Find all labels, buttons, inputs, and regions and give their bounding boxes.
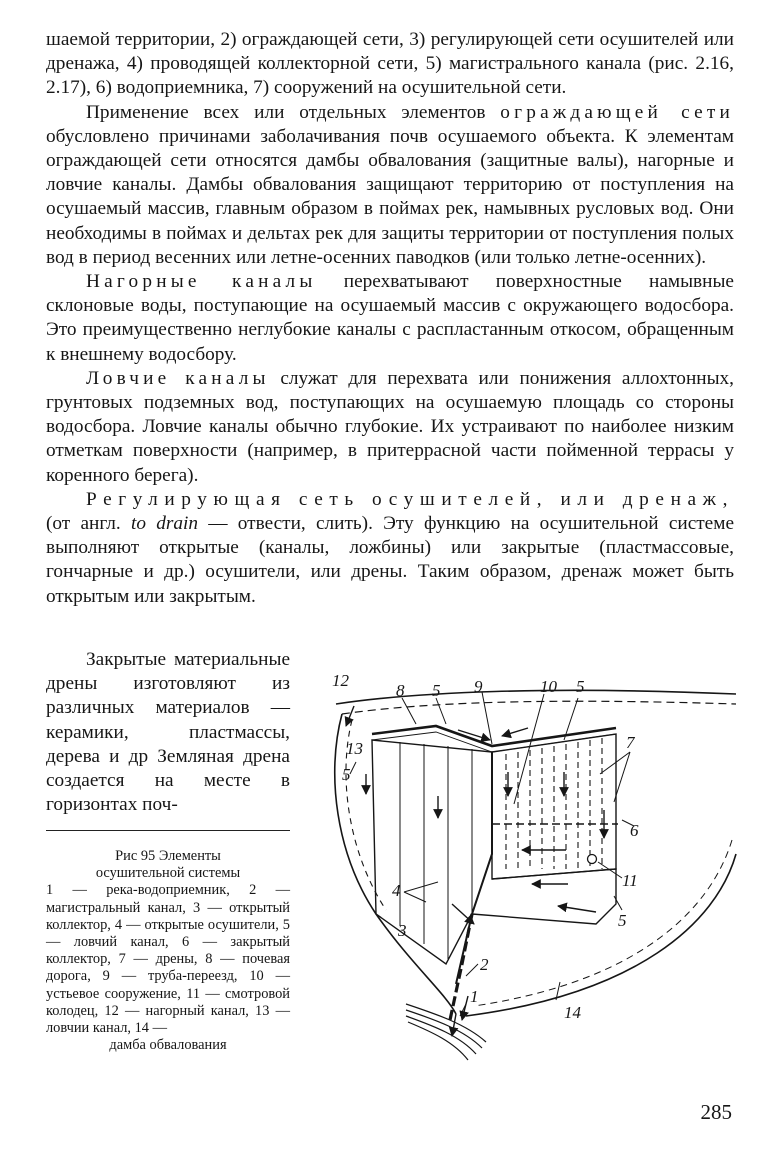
- label-4: 4: [392, 881, 401, 900]
- label-1: 1: [470, 987, 479, 1006]
- body-text: [46, 28, 734, 609]
- label-8: 8: [396, 681, 405, 700]
- p3-spaced-term: Нагорные каналы: [86, 271, 317, 293]
- paragraph-2: [46, 101, 734, 270]
- main-channel: [450, 914, 472, 1020]
- caption-legend: 1 — река-водоприемник, 2 — магистральный канал, 3 — открытый коллектор, 4 — открытые осушители, 5 — ловчий канал, 6 — закрытый коллектор, 7 — дрены, 8 — почевая дорога, 9 — труба-переезд, 10 — устьевое сооружение, 11 — смотровой колодец, 12 — нагорный канал, 13 — ловчии канал, 14 —: [46, 882, 290, 1037]
- paragraph-6: Закрытые материальные дрены изготовляют из различных материалов — керамики, пластмассы, дерева и др Земляная дрена создается на месте в горизонтах поч-: [46, 649, 290, 816]
- open-drains-field: [372, 740, 492, 964]
- field-road-inner: [372, 732, 616, 752]
- wrapped-text-column: [46, 648, 290, 817]
- label-10: 10: [540, 677, 557, 696]
- diagram-svg: [296, 664, 746, 1064]
- label-5-top: 5: [432, 681, 441, 700]
- p4-rest: служат для перехвата или понижения аллохтонных, грунтовых подземных вод, поступающих на осушаемую площадь со стороны водосбора. Ловчие каналы обычно глубокие. Их устраивают по наиболее низким отметкам поверхности (например, в притеррасной части пойменной террасы у коренного берега).: [46, 367, 734, 486]
- page-number: 285: [700, 1100, 732, 1124]
- label-2: 2: [480, 955, 489, 974]
- p3-rest: перехватывают поверхностные намывные склоновые воды, поступающие на осушаемый массив с окружающего водосбора. Это преимущественно неглубокие каналы с распластанным откосом, обращенным к внешнему водосбору.: [46, 271, 734, 365]
- inspection-well: [588, 855, 597, 864]
- drainage-system-diagram: [296, 664, 746, 1064]
- p5-spaced-term: Регулирующая сеть осушителей, или дренаж,: [86, 488, 734, 510]
- label-9: 9: [474, 677, 483, 696]
- p5-mid2: — отвести, слить). Эту функцию на осушительной системе выполняют открытые (каналы, ложбины) или закрытые (пластмассовые, гончарные и др.) осушители, или дрены. Таким образом, дренаж может быть открытым или закрытым.: [46, 513, 735, 607]
- label-11: 11: [622, 871, 638, 890]
- paragraph-1: шаемой территории, 2) ограждающей сети, 3) регулирующей сети осушителей или дренажа, 4) проводящей коллекторной сети, 5) магистрального канала (рис. 2.16, 2.17), 6) водоприемника, 7) сооружений на осушительной сети.: [46, 29, 734, 99]
- caption-divider: [46, 830, 290, 831]
- caption-legend-end: дамба обвалования: [109, 1037, 227, 1054]
- paragraph-3: [46, 270, 734, 367]
- caption-subtitle: осушительной системы: [95, 865, 241, 882]
- p4-spaced-term: Ловчие каналы: [86, 367, 270, 389]
- label-5-right-top: 5: [576, 677, 585, 696]
- p5-italic-term: to drain: [130, 513, 198, 535]
- caption-title: Рис 95 Элементы: [115, 848, 221, 864]
- river-receiver: [406, 1004, 486, 1060]
- p5-mid1: (от англ.: [46, 513, 131, 535]
- paragraph-5: [46, 488, 734, 609]
- p2-lead: Применение всех или отдельных элементов: [86, 101, 501, 123]
- label-6: 6: [630, 821, 639, 840]
- p2-rest: обусловлено причинами заболачивания почв осушаемого объекта. К элементам ограждающей сети относятся дамбы обвалования (защитные валы), нагорные и ловчие каналы. Дамбы обвалования защищают территорию от поступления на осушаемый массив, главным образом в поймах рек, намывных русловых вод. Они необходимы в поймах и дельтах рек для защиты территории от поступления полых вод в период весенних или летне-осенних паводков (или только летне-осенних).: [46, 125, 734, 268]
- label-7: 7: [626, 733, 635, 752]
- label-12: 12: [332, 671, 349, 690]
- label-13: 13: [346, 739, 363, 758]
- paragraph-4: [46, 367, 734, 488]
- open-collector: [456, 752, 492, 984]
- label-5-lower: 5: [618, 911, 627, 930]
- figure-caption: [46, 848, 290, 1054]
- label-5-left: 5: [342, 765, 351, 784]
- p2-spaced-term: ограждающей сети: [500, 101, 734, 123]
- label-3: 3: [398, 921, 407, 940]
- lower-field: [472, 869, 616, 924]
- catch-channel-left: [335, 714, 456, 1014]
- label-14: 14: [564, 1003, 581, 1022]
